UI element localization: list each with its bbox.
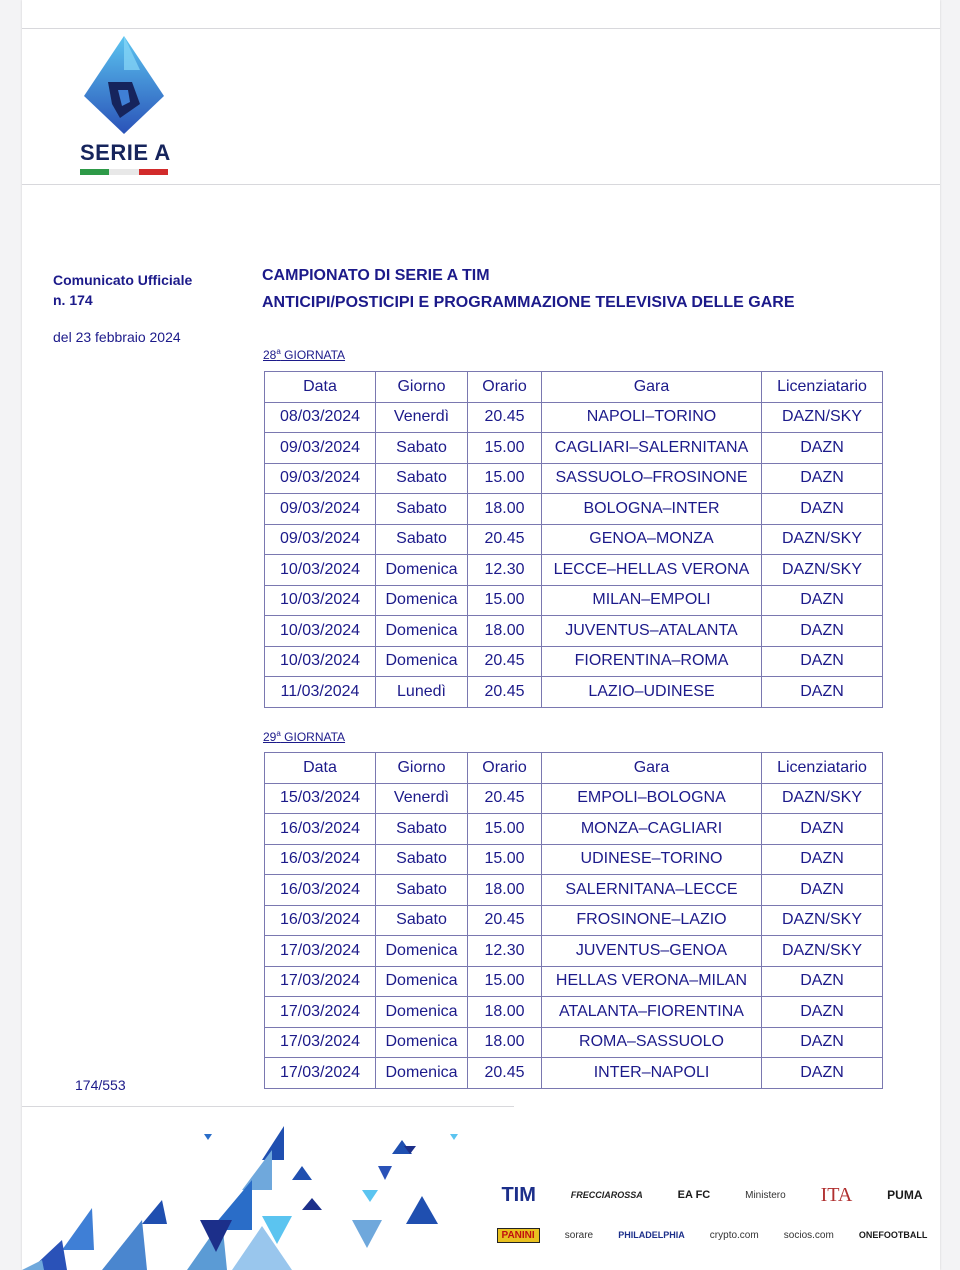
table-row (265, 585, 883, 616)
table-row (265, 844, 883, 875)
cell-orario: 20.45 (468, 1058, 542, 1089)
sponsor-sorare-logo: sorare (564, 1229, 594, 1241)
flag-red (139, 169, 168, 175)
table-row (265, 814, 883, 845)
col-header-gara: Gara (542, 372, 762, 403)
cell-gara: FIORENTINA–ROMA (542, 646, 762, 677)
col-header-licenziatario: Licenziatario (762, 372, 883, 403)
cell-orario: 20.45 (468, 677, 542, 708)
giornata-28-number: 28 (263, 348, 277, 362)
cell-licenziatario: DAZN (762, 494, 883, 525)
cell-licenziatario: DAZN (762, 844, 883, 875)
cell-data: 10/03/2024 (265, 555, 376, 586)
sponsor-row-2 (484, 1215, 940, 1255)
cell-licenziatario: DAZN (762, 997, 883, 1028)
table-row (265, 1058, 883, 1089)
table-row (265, 936, 883, 967)
cell-data: 10/03/2024 (265, 616, 376, 647)
cell-orario: 20.45 (468, 524, 542, 555)
col-header-orario: Orario (468, 372, 542, 403)
cell-data: 10/03/2024 (265, 646, 376, 677)
cell-giorno: Domenica (376, 555, 468, 586)
col-header-data: Data (265, 753, 376, 784)
giornata-29-label: GIORNATA (280, 730, 346, 744)
table-row (265, 524, 883, 555)
cell-gara: ROMA–SASSUOLO (542, 1027, 762, 1058)
cell-orario: 15.00 (468, 814, 542, 845)
giornata-29-sup: a (276, 729, 281, 738)
cell-data: 17/03/2024 (265, 997, 376, 1028)
comunicato-label: Comunicato Ufficiale (53, 272, 193, 288)
cell-giorno: Domenica (376, 585, 468, 616)
cell-gara: MONZA–CAGLIARI (542, 814, 762, 845)
cell-orario: 18.00 (468, 997, 542, 1028)
col-header-licenziatario: Licenziatario (762, 753, 883, 784)
col-header-data: Data (265, 372, 376, 403)
cell-giorno: Sabato (376, 524, 468, 555)
cell-gara: LAZIO–UDINESE (542, 677, 762, 708)
sponsor-row-1 (484, 1175, 940, 1215)
table-row (265, 783, 883, 814)
table-row (265, 646, 883, 677)
cell-licenziatario: DAZN/SKY (762, 524, 883, 555)
giornata-29-heading (263, 729, 345, 744)
table-row (265, 616, 883, 647)
cell-giorno: Domenica (376, 997, 468, 1028)
page-number: 174/553 (75, 1077, 126, 1093)
cell-orario: 12.30 (468, 555, 542, 586)
decorative-triangles (22, 1120, 482, 1270)
cell-data: 09/03/2024 (265, 494, 376, 525)
cell-orario: 15.00 (468, 966, 542, 997)
cell-data: 11/03/2024 (265, 677, 376, 708)
table-row (265, 494, 883, 525)
top-divider (22, 28, 940, 29)
cell-data: 10/03/2024 (265, 585, 376, 616)
sponsor-ea-fc-logo: EA FC (677, 1189, 711, 1201)
sponsor-philadelphia-logo: PHILADELPHIA (618, 1230, 685, 1240)
cell-data: 15/03/2024 (265, 783, 376, 814)
table-row (265, 905, 883, 936)
cell-data: 16/03/2024 (265, 905, 376, 936)
cell-giorno: Domenica (376, 616, 468, 647)
col-header-giorno: Giorno (376, 372, 468, 403)
cell-gara: HELLAS VERONA–MILAN (542, 966, 762, 997)
table-header-row (265, 372, 883, 403)
cell-licenziatario: DAZN (762, 1027, 883, 1058)
comunicato-date: del 23 febbraio 2024 (53, 329, 181, 345)
cell-giorno: Domenica (376, 966, 468, 997)
cell-data: 08/03/2024 (265, 402, 376, 433)
sponsor-panini-logo: PANINI (497, 1228, 540, 1243)
serie-a-logo-text: SERIE A (80, 140, 171, 165)
cell-giorno: Sabato (376, 494, 468, 525)
cell-giorno: Domenica (376, 646, 468, 677)
table-row (265, 433, 883, 464)
cell-licenziatario: DAZN (762, 585, 883, 616)
sponsor-socios-logo: socios.com (783, 1229, 834, 1241)
cell-licenziatario: DAZN (762, 814, 883, 845)
giornata-28-label: GIORNATA (280, 348, 346, 362)
table-row (265, 1027, 883, 1058)
cell-orario: 15.00 (468, 844, 542, 875)
cell-giorno: Sabato (376, 814, 468, 845)
footer-divider (22, 1106, 514, 1107)
table-row (265, 555, 883, 586)
cell-orario: 20.45 (468, 905, 542, 936)
sponsor-ita-logo: ITA (820, 1183, 853, 1206)
cell-gara: JUVENTUS–GENOA (542, 936, 762, 967)
sponsor-logos (484, 1175, 940, 1255)
table-row (265, 463, 883, 494)
cell-gara: EMPOLI–BOLOGNA (542, 783, 762, 814)
cell-orario: 18.00 (468, 494, 542, 525)
cell-gara: INTER–NAPOLI (542, 1058, 762, 1089)
italian-flag-stripe (80, 169, 168, 175)
cell-giorno: Domenica (376, 936, 468, 967)
cell-orario: 18.00 (468, 1027, 542, 1058)
cell-orario: 15.00 (468, 585, 542, 616)
giornata-28-heading (263, 347, 345, 362)
giornata-29-number: 29 (263, 730, 277, 744)
cell-orario: 20.45 (468, 783, 542, 814)
cell-licenziatario: DAZN (762, 433, 883, 464)
cell-giorno: Sabato (376, 844, 468, 875)
cell-giorno: Domenica (376, 1058, 468, 1089)
cell-gara: NAPOLI–TORINO (542, 402, 762, 433)
cell-orario: 18.00 (468, 875, 542, 906)
cell-orario: 15.00 (468, 433, 542, 464)
sponsor-onefootball-logo: ONEFOOTBALL (858, 1230, 928, 1240)
cell-data: 09/03/2024 (265, 524, 376, 555)
cell-gara: UDINESE–TORINO (542, 844, 762, 875)
document-title (262, 262, 794, 316)
cell-licenziatario: DAZN (762, 966, 883, 997)
cell-licenziatario: DAZN/SKY (762, 936, 883, 967)
cell-licenziatario: DAZN/SKY (762, 402, 883, 433)
cell-giorno: Sabato (376, 905, 468, 936)
cell-data: 09/03/2024 (265, 463, 376, 494)
cell-orario: 20.45 (468, 646, 542, 677)
cell-data: 17/03/2024 (265, 1027, 376, 1058)
cell-giorno: Venerdì (376, 783, 468, 814)
table-header-row (265, 753, 883, 784)
cell-licenziatario: DAZN (762, 646, 883, 677)
cell-gara: ATALANTA–FIORENTINA (542, 997, 762, 1028)
cell-licenziatario: DAZN (762, 1058, 883, 1089)
schedule-table-29 (264, 752, 883, 1089)
cell-data: 17/03/2024 (265, 1058, 376, 1089)
table-row (265, 997, 883, 1028)
table-row (265, 402, 883, 433)
cell-giorno: Venerdì (376, 402, 468, 433)
cell-orario: 20.45 (468, 402, 542, 433)
cell-gara: GENOA–MONZA (542, 524, 762, 555)
sponsor-frecciarossa-logo: FRECCIAROSSA (570, 1190, 643, 1200)
cell-licenziatario: DAZN/SKY (762, 783, 883, 814)
cell-orario: 15.00 (468, 463, 542, 494)
cell-gara: SASSUOLO–FROSINONE (542, 463, 762, 494)
cell-gara: JUVENTUS–ATALANTA (542, 616, 762, 647)
cell-giorno: Sabato (376, 875, 468, 906)
cell-data: 16/03/2024 (265, 875, 376, 906)
cell-data: 17/03/2024 (265, 966, 376, 997)
table-row (265, 677, 883, 708)
cell-giorno: Sabato (376, 433, 468, 464)
header-divider (22, 184, 940, 185)
cell-gara: LECCE–HELLAS VERONA (542, 555, 762, 586)
sponsor-puma-logo: PUMA (887, 1188, 923, 1202)
giornata-28-sup: a (276, 347, 281, 356)
sponsor-crypto-logo: crypto.com (709, 1229, 759, 1241)
sponsor-ministero-logo: Ministero (745, 1189, 786, 1201)
cell-licenziatario: DAZN/SKY (762, 905, 883, 936)
cell-data: 16/03/2024 (265, 814, 376, 845)
cell-gara: MILAN–EMPOLI (542, 585, 762, 616)
cell-gara: FROSINONE–LAZIO (542, 905, 762, 936)
col-header-orario: Orario (468, 753, 542, 784)
cell-licenziatario: DAZN (762, 616, 883, 647)
comunicato-info (53, 270, 243, 345)
cell-giorno: Lunedì (376, 677, 468, 708)
cell-gara: BOLOGNA–INTER (542, 494, 762, 525)
cell-gara: CAGLIARI–SALERNITANA (542, 433, 762, 464)
flag-white (109, 169, 138, 175)
sponsor-tim-logo: TIM (501, 1183, 536, 1206)
flag-green (80, 169, 109, 175)
title-line-2: ANTICIPI/POSTICIPI E PROGRAMMAZIONE TELEVISIVA DELLE GARE (262, 294, 795, 311)
cell-data: 09/03/2024 (265, 433, 376, 464)
cell-data: 17/03/2024 (265, 936, 376, 967)
comunicato-number: n. 174 (53, 292, 93, 308)
cell-orario: 12.30 (468, 936, 542, 967)
col-header-giorno: Giorno (376, 753, 468, 784)
table-row (265, 875, 883, 906)
cell-orario: 18.00 (468, 616, 542, 647)
document-page (22, 0, 940, 1270)
cell-giorno: Domenica (376, 1027, 468, 1058)
schedule-table-28 (264, 371, 883, 708)
cell-giorno: Sabato (376, 463, 468, 494)
cell-gara: SALERNITANA–LECCE (542, 875, 762, 906)
table-row (265, 966, 883, 997)
cell-licenziatario: DAZN (762, 677, 883, 708)
cell-licenziatario: DAZN/SKY (762, 555, 883, 586)
col-header-gara: Gara (542, 753, 762, 784)
cell-data: 16/03/2024 (265, 844, 376, 875)
title-line-1: CAMPIONATO DI SERIE A TIM (262, 267, 490, 284)
cell-licenziatario: DAZN (762, 875, 883, 906)
cell-licenziatario: DAZN (762, 463, 883, 494)
